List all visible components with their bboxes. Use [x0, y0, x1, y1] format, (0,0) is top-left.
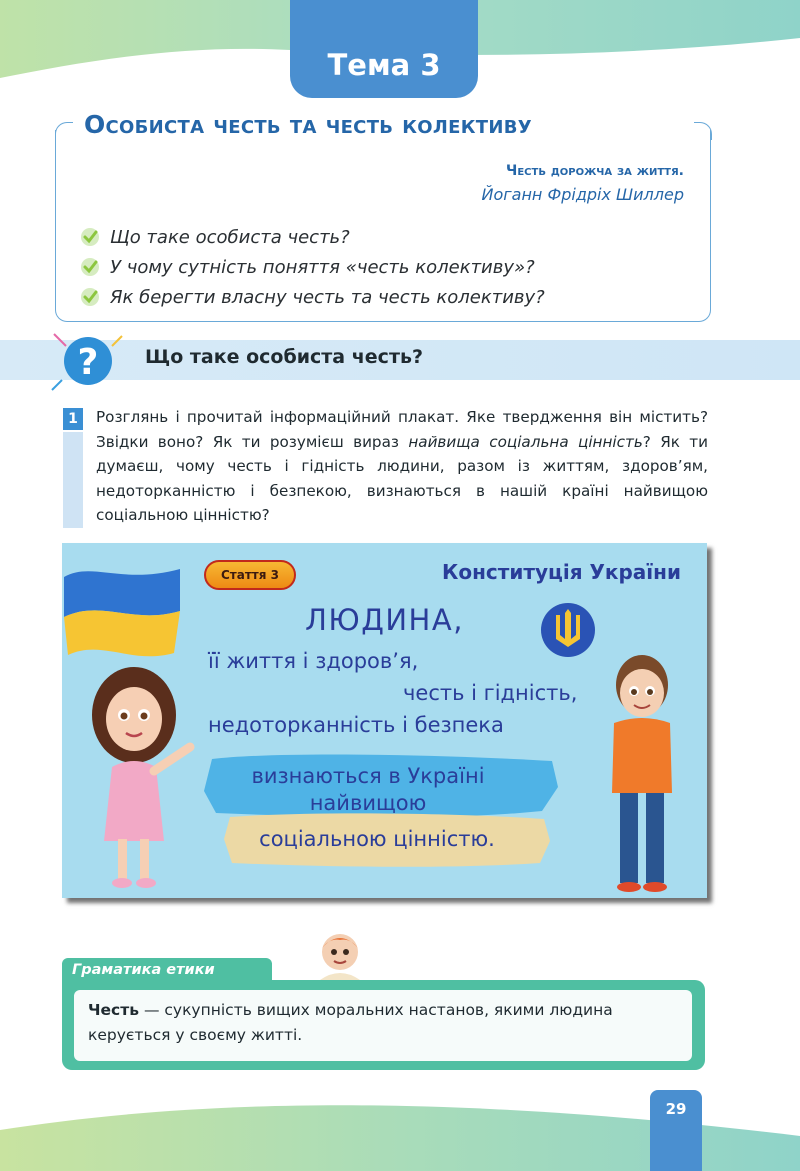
- grammar-term: Честь: [88, 1001, 140, 1019]
- coat-of-arms-icon: [538, 601, 598, 659]
- topic-number-tab: Тема 3: [290, 0, 478, 98]
- boy-mascot-icon: [310, 930, 370, 980]
- question-item: [80, 252, 700, 282]
- grammar-definition: [74, 990, 692, 1061]
- question-mark-icon: [48, 330, 128, 392]
- constitution-poster: [62, 543, 707, 898]
- section-title: Що таке особиста честь?: [145, 346, 423, 368]
- checkmark-icon: [80, 287, 100, 307]
- key-questions-list: [80, 222, 700, 312]
- epigraph: [481, 163, 684, 204]
- poster-source: Конституція України: [442, 560, 681, 584]
- poster-line-life: її життя і здоров’я,: [208, 649, 419, 673]
- page-number: 29: [650, 1090, 702, 1171]
- poster-main-word: ЛЮДИНА,: [305, 603, 464, 637]
- poster-line-recognized: визнаються в Україні найвищою: [251, 764, 485, 815]
- svg-text:?: ?: [77, 342, 99, 383]
- question-item: [80, 282, 700, 312]
- poster-line-value: соціальною цінністю.: [259, 827, 495, 851]
- task-marker-bar: [63, 432, 83, 528]
- question-text: У чому сутність поняття «честь колективу»?: [110, 256, 535, 278]
- grammar-tab-label: Граматика етики: [62, 958, 272, 982]
- poster-line-safety: недоторканність і безпека: [208, 713, 504, 737]
- question-text: Що таке особиста честь?: [110, 226, 350, 248]
- checkmark-icon: [80, 227, 100, 247]
- epigraph-author: Йоганн Фрідріх Шиллер: [481, 185, 684, 204]
- epigraph-quote: Честь дорожча за життя.: [506, 163, 684, 179]
- checkmark-icon: [80, 257, 100, 277]
- girl-illustration: [90, 663, 200, 893]
- task-text: Розглянь і прочитай інформаційний плакат. Яке твердження він містить? Звідки воно? Як ти розумієш вираз найвища соціальна цінність? Як ти думаєш, чому честь і гідність людини, разом із життям, здоров’ям, недоторканністю і безпекою, визнаються в нашій країні найвищою соціальною цінністю?: [96, 408, 709, 524]
- article-badge: Стаття 3: [204, 560, 296, 590]
- task-number: 1: [63, 408, 83, 430]
- topic-title: Особиста честь та честь колективу: [78, 110, 538, 139]
- poster-line-honor: честь і гідність,: [403, 681, 578, 705]
- question-text: Як берегти власну честь та честь колективу?: [110, 286, 545, 308]
- boy-illustration: [602, 653, 682, 893]
- grammar-definition-text: — сукупність вищих моральних настанов, якими людина керується у своєму житті.: [88, 1001, 613, 1044]
- question-item: [80, 222, 700, 252]
